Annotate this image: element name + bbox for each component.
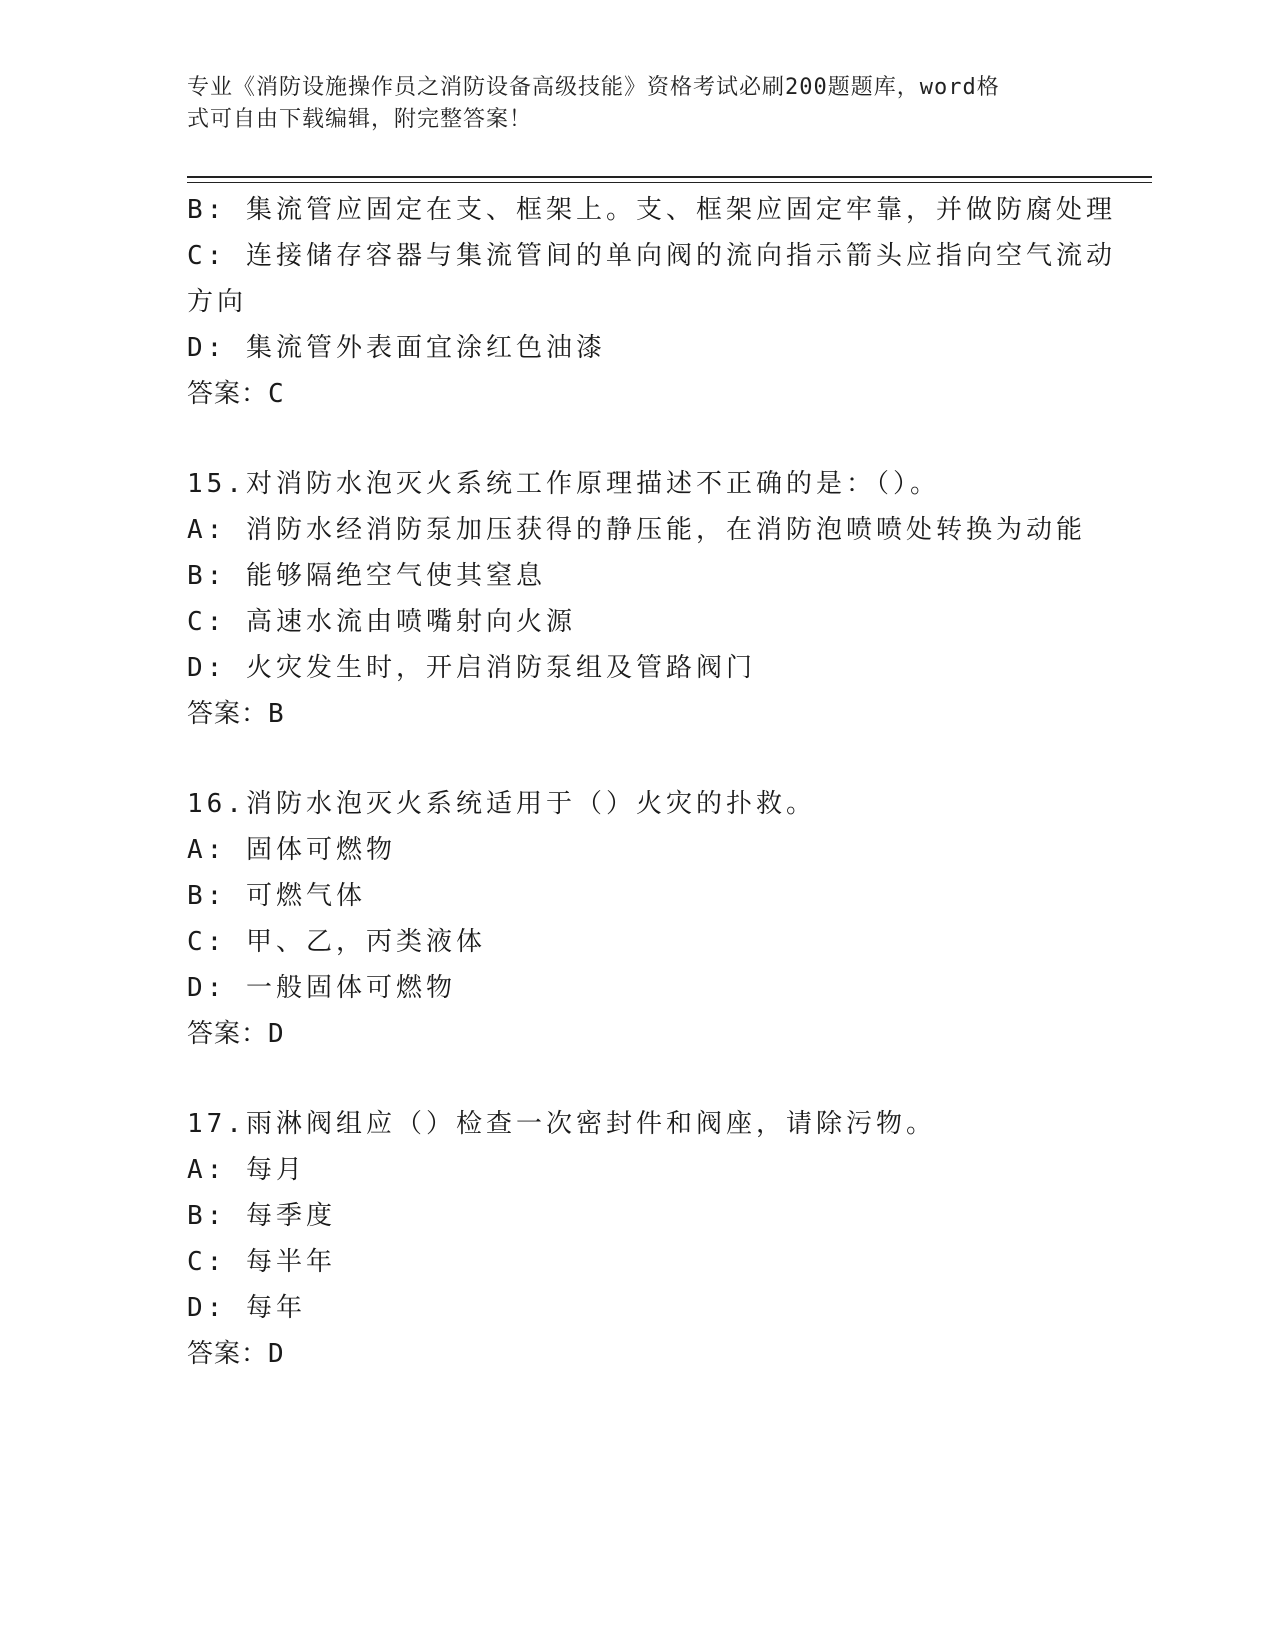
option-a: A: 消防水经消防泵加压获得的静压能，在消防泡喷喷处转换为动能: [187, 515, 1086, 545]
option-d: D: 集流管外表面宜涂红色油漆: [187, 333, 606, 363]
option-b: B: 每季度: [187, 1201, 336, 1231]
question-stem: 17.雨淋阀组应（）检查一次密封件和阀座，请除污物。: [187, 1109, 936, 1139]
header-line-1: 专业《消防设施操作员之消防设备高级技能》资格考试必刷200题题库，word格: [187, 75, 1000, 100]
option-a: A: 固体可燃物: [187, 835, 396, 865]
option-b: B: 可燃气体: [187, 881, 366, 911]
header-divider-thick: [187, 176, 1152, 178]
option-b: B: 集流管应固定在支、框架上。支、框架应固定牢靠，并做防腐处理: [187, 195, 1116, 225]
option-d: D: 一般固体可燃物: [187, 973, 456, 1003]
option-c-continued: 方向: [187, 287, 248, 317]
option-c: C: 高速水流由喷嘴射向火源: [187, 607, 576, 637]
option-c: C: 甲、乙，丙类液体: [187, 927, 486, 957]
document-header: [187, 72, 1067, 136]
answer: 答案：B: [187, 699, 285, 729]
answer: 答案：D: [187, 1339, 285, 1369]
header-line-2: 式可自由下载编辑，附完整答案！: [187, 107, 533, 132]
option-a: A: 每月: [187, 1155, 306, 1185]
question-stem: 15.对消防水泡灭火系统工作原理描述不正确的是：（）。: [187, 469, 940, 499]
option-d: D: 每年: [187, 1293, 306, 1323]
header-divider-thin: [187, 182, 1152, 183]
option-d: D: 火灾发生时，开启消防泵组及管路阀门: [187, 653, 756, 683]
answer: 答案：D: [187, 1019, 285, 1049]
question-stem: 16.消防水泡灭火系统适用于（）火灾的扑救。: [187, 789, 816, 819]
option-b: B: 能够隔绝空气使其窒息: [187, 561, 546, 591]
answer: 答案：C: [187, 379, 285, 409]
option-c: C: 每半年: [187, 1247, 336, 1277]
option-c: C: 连接储存容器与集流管间的单向阀的流向指示箭头应指向空气流动: [187, 241, 1116, 271]
